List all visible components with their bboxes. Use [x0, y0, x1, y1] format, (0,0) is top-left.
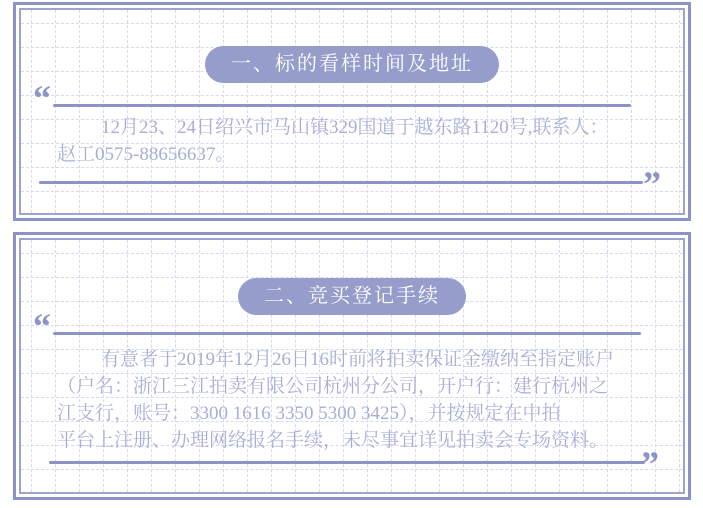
section-1-top-divider: [53, 104, 631, 107]
grid-line: [21, 469, 683, 470]
grid-line: [21, 95, 683, 96]
section-1-content-area: [19, 8, 685, 215]
body-text-line: 平台上注册、办理网络报名手续，未尽事宜详见拍卖会专场资料。: [57, 430, 609, 451]
grid-line: [679, 10, 680, 213]
open-quote-icon: “: [33, 306, 51, 346]
grid-line: [21, 253, 683, 254]
open-quote-icon: “: [33, 78, 51, 118]
section-2-title-badge: [238, 278, 466, 315]
close-quote-icon: ”: [643, 164, 661, 204]
section-1-bottom-divider: [39, 181, 643, 184]
section-2-body: [57, 346, 657, 454]
close-quote-icon: ”: [641, 444, 659, 484]
grid-line: [31, 240, 32, 492]
grid-line: [21, 191, 683, 192]
body-text-line: 赵工0575-88656637。: [57, 144, 235, 165]
body-text-line: 江支行，账号：3300 1616 3350 5300 3425），并按规定在中拍: [57, 403, 561, 424]
grid-line: [55, 240, 56, 492]
grid-line: [679, 240, 680, 492]
section-2-bottom-divider: [49, 461, 645, 464]
section-1-body: [57, 114, 657, 168]
section-2-title: 二、竞买登记手续: [264, 285, 440, 307]
section-1-title: 一、标的看样时间及地址: [231, 53, 473, 75]
grid-line: [31, 10, 32, 213]
section-2-content-area: [19, 238, 685, 494]
grid-line: [21, 325, 683, 326]
section-card-registration: [13, 232, 691, 500]
body-text-line: （户名：浙江三江拍卖有限公司杭州分公司，开户行：建行杭州之: [57, 376, 609, 397]
body-text-line: 12月23、24日绍兴市马山镇329国道于越东路1120号,联系人：: [101, 117, 609, 138]
section-card-viewing-info: [13, 2, 691, 221]
grid-line: [21, 23, 683, 24]
section-1-title-badge: [205, 46, 499, 83]
section-2-top-divider: [53, 332, 641, 335]
body-text-line: 有意者于2019年12月26日16时前将拍卖保证金缴纳至指定账户: [101, 349, 615, 370]
